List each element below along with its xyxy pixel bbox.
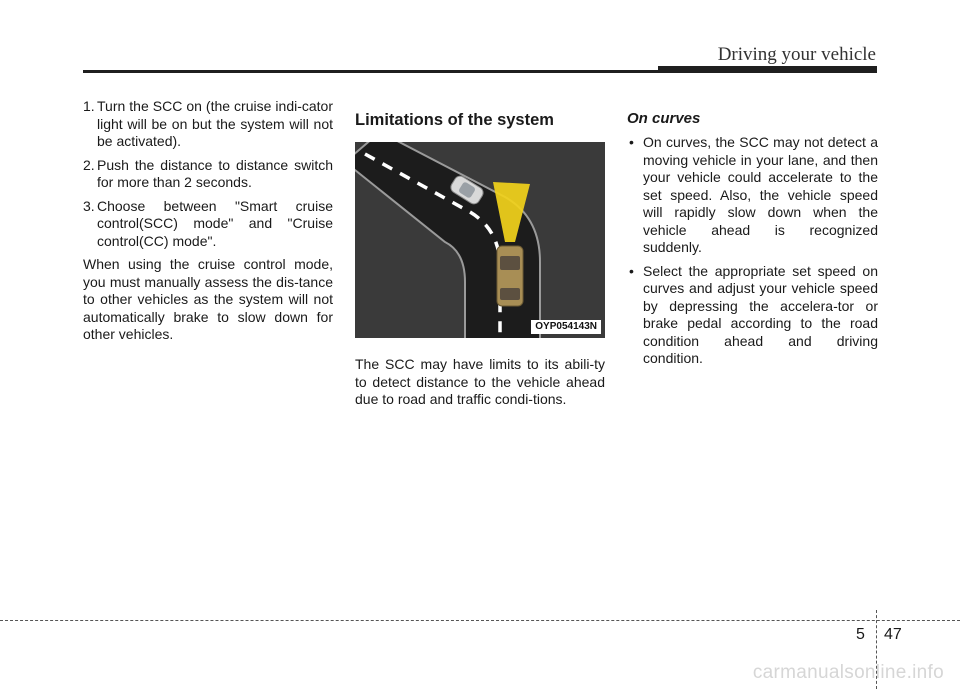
step-number: 3. xyxy=(83,197,95,214)
step-2 xyxy=(83,157,333,192)
column-right xyxy=(627,110,878,374)
page-number: 47 xyxy=(884,626,902,643)
section-title: Limitations of the system xyxy=(355,111,554,129)
curve-illustration xyxy=(355,142,605,338)
column-left xyxy=(83,98,333,344)
chapter-number: 5 xyxy=(856,626,865,643)
header-title: Driving your vehicle xyxy=(717,44,876,65)
limitations-paragraph: The SCC may have limits to its abili-ty to detect distance to the vehicle ahead due to road and traffic condi-tions. xyxy=(355,356,605,407)
bullet-item xyxy=(627,134,878,257)
watermark-text: carmanualsonline.info xyxy=(752,662,944,683)
bullet-text: Select the appropriate set speed on curves and adjust your vehicle speed by depressing the accelera-tor or brake pedal according to the road condition ahead and driving condition. xyxy=(643,262,878,366)
column-middle xyxy=(355,110,605,409)
figure-code: OYP054143N xyxy=(531,320,601,334)
bullet-icon: • xyxy=(629,262,634,279)
bullet-item xyxy=(627,263,878,368)
footer-rule xyxy=(0,620,960,621)
header-rule-tab xyxy=(658,66,877,72)
own-vehicle xyxy=(497,246,523,306)
step-number: 2. xyxy=(83,156,95,173)
step-text: Turn the SCC on (the cruise indi-cator light will be on but the system will not be activated). xyxy=(97,98,333,149)
step-1 xyxy=(83,98,333,151)
subsection-title: On curves xyxy=(627,110,701,127)
step-text: Push the distance to distance switch for more than 2 seconds. xyxy=(97,156,333,190)
bullet-icon: • xyxy=(629,134,634,150)
road-curve-graphic xyxy=(355,142,605,338)
bullet-text: On curves, the SCC may not detect a moving vehicle in your lane, and then your vehicle could accelerate to the set speed. Also, the vehicle speed will rapidly slow down when the vehicle ahead is recognized suddenly. xyxy=(643,134,878,255)
step-3 xyxy=(83,198,333,251)
step-number: 1. xyxy=(83,98,95,114)
cruise-mode-paragraph: When using the cruise control mode, you must manually assess the dis-tance to other vehicles as the system will not automatically brake to slow down for other vehicles. xyxy=(83,256,333,342)
step-text: Choose between "Smart cruise control(SCC) mode" and "Cruise control(CC) mode". xyxy=(97,197,333,249)
